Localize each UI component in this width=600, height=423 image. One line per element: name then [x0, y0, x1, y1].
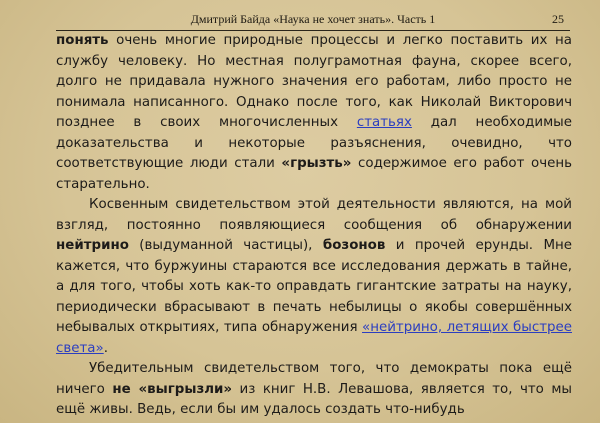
paragraph — [56, 359, 572, 421]
text-run: из книг Н.В. Левашова, является то, что мы ещё живы. Ведь, если бы им удалось создать что-нибудь — [56, 381, 572, 417]
bold-text: понять — [56, 33, 109, 48]
text-run: (выдуманной частицы), — [128, 238, 323, 253]
text-run: . — [103, 340, 108, 356]
page-number: 25 — [552, 12, 564, 26]
bold-text: бозонов — [322, 238, 386, 253]
text-run: и прочей ерунды. Мне кажется, что буржуины стараются все исследования держать в тайне, а для того, чтобы хоть как-то оправдать гигантские затраты на науку, периодически вбрасывают в печать небылицы о якобы совершённых небывалых открытиях, типа обнаружения — [56, 238, 572, 335]
bold-text: «грызть» — [281, 156, 352, 171]
text-run: дал необходимые доказательства и некоторые разъяснения, очевидно, что соответствующие люди стали — [56, 115, 572, 171]
bold-text: не «выгрызли» — [112, 381, 233, 397]
header-title: Дмитрий Байда «Наука не хочет знать». Часть 1 — [190, 12, 436, 26]
text-run: Косвенным свидетельством этой деятельности являются, на мой взгляд, постоянно появляющиеся сообщения об обнаружении — [56, 197, 572, 233]
paragraph — [56, 31, 572, 195]
text-run: содержимое его работ очень старательно. — [56, 156, 572, 192]
paragraph — [56, 195, 572, 359]
running-header — [56, 12, 570, 31]
hyperlink[interactable]: «нейтрино, летящих быстрее света» — [56, 320, 572, 356]
hyperlink[interactable]: статьях — [356, 115, 412, 130]
bold-text: нейтрино — [56, 238, 129, 253]
text-run: Убедительным свидетельством того, что демократы пока ещё ничего — [56, 361, 572, 397]
body-text — [56, 31, 572, 421]
text-run: очень многие природные процессы и легко поставить их на службу человеку. Но местная полуграмотная фауна, скорее всего, долго не придавала нужного значения его работам, либо просто не понимала написанного. Однако после того, как Николай Викторович позднее в своих многочисленных — [56, 33, 572, 130]
